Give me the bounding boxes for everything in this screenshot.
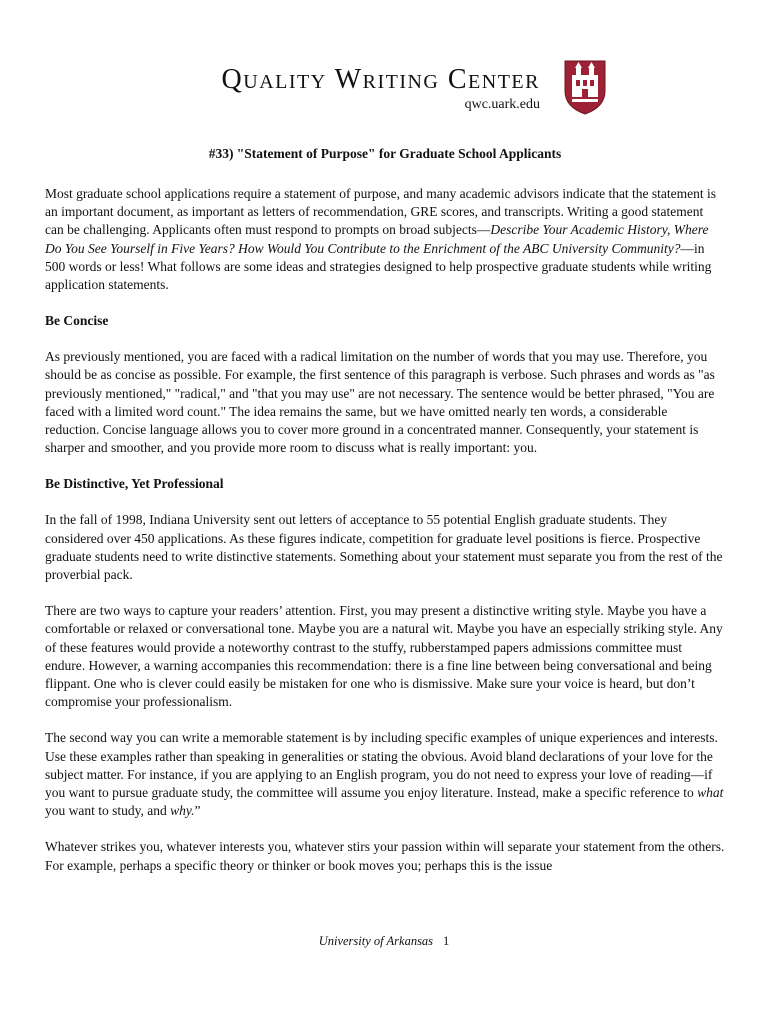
p3-italic-why: why.: [170, 803, 195, 819]
section-heading-be-concise: Be Concise: [45, 313, 109, 329]
distinctive-paragraph-2: There are two ways to capture your readers’ attention. First, you may present a distinctive writing style. Maybe you have a comfortable or relaxed or conversational tone. Maybe you are a natural wit. Maybe you have an especially striking style. Any of these features would provide a noteworthy contrast to the stuffy, rubberstamped papers admissions committee must endure. However, a warning accompanies this recommendation: there is a fine line between being conversational and being flippant. One who is clever could easily be mistaken for one who is dismissive. Make sure your voice is heard, but don’t compromise your professionalism.: [45, 603, 723, 710]
p3-italic-what: what: [697, 785, 724, 801]
distinctive-paragraph-3: [45, 729, 725, 820]
be-concise-paragraph: As previously mentioned, you are faced with a radical limitation on the number of words that you may use. Therefore, you should be as concise as possible. For example, the first sentence of this paragraph is verbose. Such phrases and words as "as previously mentioned," "radical," and "that you may use" are not necessary. The sentence would be better phrased, "You are faced with a limited word count." The idea remains the same, but we have omitted nearly ten words, a considerable reduction. Concise language allows you to cover more ground in a concentrated manner. Consequently, your statement is sharper and smoother, and you provide more room to discuss what is really important: you.: [45, 349, 715, 456]
intro-italic-prompts: Describe Your Academic History, Where Do You See Yourself in Five Years? How Would You Contribute to the Enrichment of the ABC University Community?: [45, 222, 709, 256]
page-header: [0, 0, 768, 130]
page-number: 1: [443, 934, 450, 948]
website-url: qwc.uark.edu: [464, 97, 540, 112]
distinctive-paragraph-1: In the fall of 1998, Indiana University sent out letters of acceptance to 55 potential English graduate students. They considered over 450 applications. As these figures indicate, competition for graduate level positions is fierce. Prospective graduate students need to write distinctive statements. Something about your statement must separate you from the rest of the proverbial pack.: [45, 512, 723, 583]
p3-text-after: ”: [194, 803, 201, 819]
document-title: #33) "Statement of Purpose" for Graduate School Applicants: [208, 146, 562, 161]
p3-text-before: The second way you can write a memorable statement is by including specific examples of unique experiences and interests. Use these examples rather than speaking in generalities or stating the obvious. Avoid bland declarations of your love for the subject matter. For instance, if you are applying to an English program, you do not need to express your love of reading—if you want to pursue graduate study, the committee will assume you enjoy literature. Instead, make a specific reference to: [45, 730, 718, 801]
p3-text-middle: you want to study, and: [45, 803, 171, 819]
page-footer: [0, 933, 768, 949]
intro-text-after: —in 500 words or less! What follows are some ideas and strategies designed to help prospective graduate students while writing application statements.: [45, 240, 712, 293]
university-crest-icon: [563, 55, 607, 115]
distinctive-paragraph-4: Whatever strikes you, whatever interests you, whatever stirs your passion within will separate your statement from the others. For example, perhaps a specific theory or thinker or book moves you; perhaps this is the issue: [45, 839, 725, 873]
footer-institution: University of Arkansas: [318, 934, 434, 948]
intro-text-before: Most graduate school applications require a statement of purpose, and many academic advisors indicate that the statement is an important document, as important as letters of recommendation, GRE scores, and transcripts. Writing a good statement can be challenging. Applicants often must respond to prompts on broad subjects—: [45, 186, 717, 238]
document-body: [45, 145, 725, 893]
section-heading-be-distinctive: Be Distinctive, Yet Professional: [45, 476, 224, 492]
intro-paragraph: [45, 185, 725, 294]
brand-title: Quality Writing Center: [221, 64, 540, 95]
